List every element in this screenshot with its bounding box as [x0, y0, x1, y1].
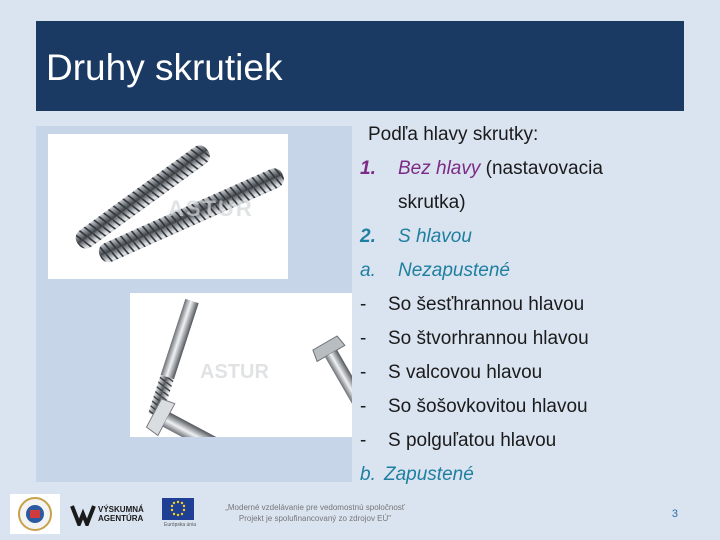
- list-item-text: So šesťhrannou hlavou: [388, 294, 585, 315]
- list-item-text: Nezapustené: [398, 260, 510, 281]
- set-screws-photo: [48, 134, 288, 279]
- list-item-text: Bez hlavy: [398, 158, 481, 179]
- list-item-text: S valcovou hlavou: [388, 362, 543, 383]
- list-marker: -: [360, 362, 367, 383]
- hex-bolts-photo: [130, 293, 352, 437]
- footer: [0, 490, 720, 540]
- list-item: [360, 186, 680, 220]
- list-item: [360, 288, 680, 322]
- slide-title: Druhy skrutiek: [46, 47, 283, 88]
- eu-stars-icon: [162, 498, 194, 520]
- school-logo: [10, 494, 60, 534]
- list-item: [360, 356, 680, 390]
- list-item: [360, 424, 680, 458]
- list-marker: 1.: [360, 158, 376, 179]
- list-item: [360, 152, 680, 186]
- list-item-text: So štvorhrannou hlavou: [388, 328, 589, 349]
- list-item-text-wrap: [398, 152, 603, 186]
- agency-name-line1: VÝSKUMNÁ: [98, 505, 144, 514]
- set-screws-image: [48, 134, 288, 279]
- funding-notice: [220, 502, 410, 524]
- eu-label: Európska únia: [164, 522, 196, 528]
- eu-flag-logo: [162, 498, 194, 520]
- list-marker: b.: [360, 464, 376, 485]
- svg-text:ASTUR: ASTUR: [200, 361, 269, 383]
- list-marker: a.: [360, 260, 376, 281]
- screw-types-list: [360, 118, 680, 492]
- list-item: [360, 458, 680, 492]
- list-item-text: S polguľatou hlavou: [388, 430, 557, 451]
- list-heading: [360, 118, 680, 152]
- funding-notice-line2: Projekt je spolufinancovaný zo zdrojov EÚ": [238, 514, 392, 523]
- list-marker: 2.: [360, 226, 376, 247]
- agency-name-line2: AGENTÚRA: [98, 514, 144, 523]
- list-item: [360, 322, 680, 356]
- list-marker: -: [360, 328, 367, 349]
- page-number: 3: [671, 508, 678, 520]
- list-item-text: skrutka): [398, 192, 466, 213]
- list-marker: -: [360, 294, 367, 315]
- hex-bolts-image: [130, 293, 352, 437]
- list-item-suffix: (nastavovacia: [480, 158, 603, 179]
- school-logo-icon: [10, 494, 60, 534]
- research-agency-logo: [68, 496, 148, 532]
- svg-text:ASTUR: ASTUR: [168, 196, 254, 221]
- list-marker: -: [360, 396, 367, 417]
- list-item: [360, 220, 680, 254]
- list-item-text: So šošovkovitou hlavou: [388, 396, 588, 417]
- list-heading-text: Podľa hlavy skrutky:: [368, 124, 539, 145]
- list-item: [360, 254, 680, 288]
- list-marker: -: [360, 430, 367, 451]
- funding-notice-line1: „Moderné vzdelávanie pre vedomostnú spoločnosť: [225, 503, 405, 512]
- title-bar: [36, 21, 684, 111]
- list-item-text: S hlavou: [398, 226, 472, 247]
- agency-mark-icon: [70, 504, 96, 526]
- list-item-text: Zapustené: [384, 464, 474, 485]
- list-item: [360, 390, 680, 424]
